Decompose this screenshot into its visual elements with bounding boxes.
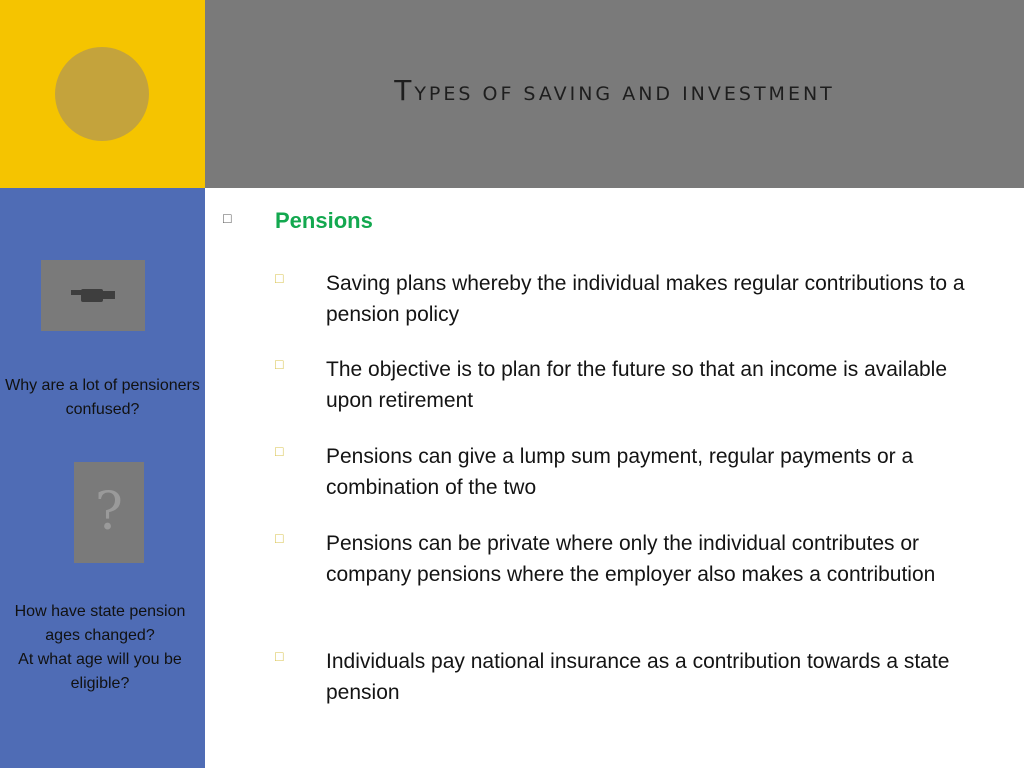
bullet-icon: □ <box>275 530 284 546</box>
sidebar-question-1: Why are a lot of pensioners confused? <box>5 377 200 418</box>
sidebar-question-2: How have state pension ages changed? At what age will you be eligible? <box>14 603 186 692</box>
list-item: □ Individuals pay national insurance as a contribution towards a state pension <box>275 648 950 704</box>
bullet-icon: □ <box>275 356 284 372</box>
corner-panel <box>0 0 205 188</box>
section-heading: Pensions <box>275 208 373 233</box>
decorative-circle <box>55 47 149 141</box>
slide-body <box>205 188 1024 768</box>
bullet-icon: □ <box>275 270 284 286</box>
camera-image <box>41 260 145 331</box>
list-item: □ The objective is to plan for the future so that an income is available upon retirement <box>275 356 948 412</box>
title-bar <box>205 0 1024 188</box>
list-item: □ Pensions can give a lump sum payment, regular payments or a combination of the two <box>275 443 914 499</box>
slide-title: TYPES OF SAVING AND INVESTMENT <box>394 74 835 107</box>
sidebar <box>0 188 205 768</box>
bullet-icon: □ <box>275 648 284 664</box>
question-mark-icon: ? <box>95 482 123 542</box>
bullet-icon: □ <box>275 443 284 459</box>
question-image <box>74 462 144 563</box>
bullet-icon: □ <box>223 210 232 226</box>
list-item: □ Saving plans whereby the individual makes regular contributions to a pension policy <box>275 270 965 326</box>
list-item: □ Pensions can be private where only the individual contributes or company pensions where the employer also makes a contribution <box>275 530 936 586</box>
